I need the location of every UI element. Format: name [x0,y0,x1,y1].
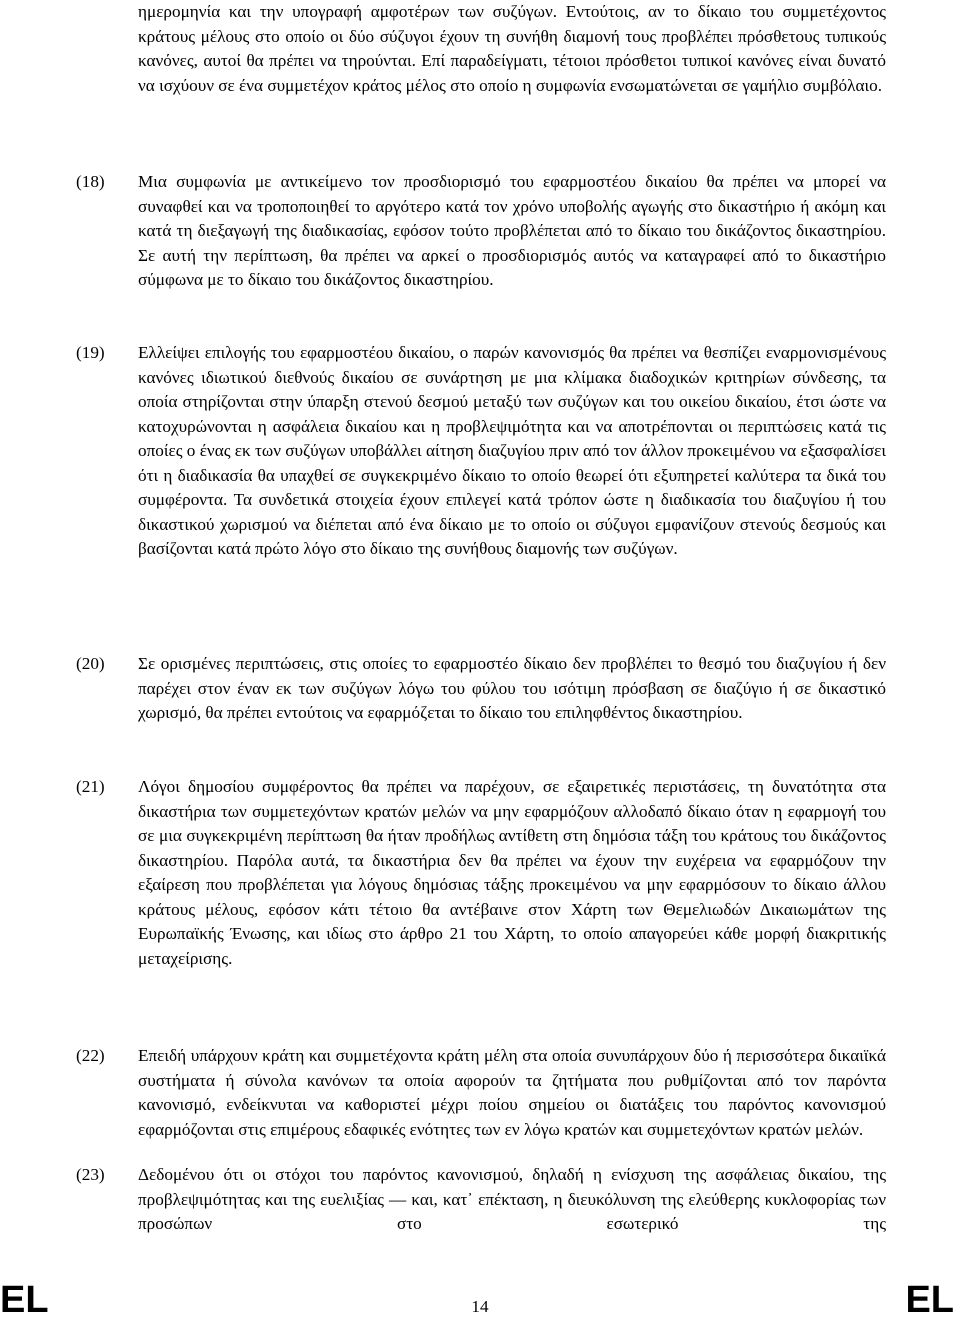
recital-text: Μια συμφωνία με αντικείμενο τον προσδιορισμό του εφαρμοστέου δικαίου θα πρέπει να μπορεί να συναφθεί και να τροποποιηθεί το αργότερο κατά τον χρόνο υποβολής αγωγής στο δικαστήριο ή ακόμη και κατά τη διεξαγωγή της διαδικασίας, εφόσον τούτο προβλέπεται από το δίκαιο του δικάζοντος δικαστηρίου. Σε αυτή την περίπτωση, θα πρέπει να αρκεί ο προσδιορισμός αυτός να καταγραφεί από το δικαστήριο σύμφωνα με το δίκαιο του δικάζοντος δικαστηρίου. [138,172,886,289]
recital-number: (23) [76,1165,105,1184]
recital-text: Λόγοι δημοσίου συμφέροντος θα πρέπει να παρέχουν, σε εξαιρετικές περιστάσεις, τη δυνατότητα στα δικαστήρια των συμμετεχόντων κρατών μελών να μην εφαρμόζουν αλλοδαπό δίκαιο όταν η εφαρμογή του σε μια συγκεκριμένη περίπτωση θα ήταν προδήλως αντίθετη στη δημόσια τάξη του κράτους του δικάζοντος δικαστηρίου. Παρόλα αυτά, τα δικαστήρια δεν θα πρέπει να έχουν την ευχέρεια να εφαρμόζουν την εξαίρεση που προβλέπεται για λόγους δημόσιας τάξης προκειμένου να μην εφαρμόσουν το δίκαιο άλλου κράτους μέλους, εφόσον κάτι τέτοιο θα αντέβαινε στον Χάρτη των Θεμελιωδών Δικαιωμάτων της Ευρωπαϊκής Ένωσης, και ιδίως στο άρθρο 21 του Χάρτη, το οποίο απαγορεύει κάθε μορφή διακριτικής μεταχείρισης. [138,777,886,968]
recital-22 [76,1044,886,1142]
recital-20 [76,652,886,726]
recital-23 [76,1163,886,1237]
recital-text: Δεδομένου ότι οι στόχοι του παρόντος κανονισμού, δηλαδή η ενίσχυση της ασφάλειας δικαίου, της προβλεψιμότητας και της ευελιξίας — και, κατ᾽ επέκταση, η διευκόλυνση της ελεύθερης κυκλοφορίας των προσώπων στο εσωτερικό της [138,1165,886,1233]
page-number: 14 [471,1297,489,1316]
language-code-right: EL [905,1279,954,1321]
recital-number: (22) [76,1046,105,1065]
recital-number: (21) [76,777,105,796]
recital-text: Επειδή υπάρχουν κράτη και συμμετέχοντα κράτη μέλη στα οποία συνυπάρχουν δύο ή περισσότερα δικαιϊκά συστήματα ή σύνολα κανόνων τα οποία αφορούν τα ζητήματα που ρυθμίζονται από τον παρόντα κανονισμό, ενδείκνυται να καθοριστεί μέχρι ποίου σημείου οι διατάξεις του παρόντος κανονισμού εφαρμόζονται στις επιμέρους εδαφικές ενότητες των εν λόγω κρατών και συμμετεχόντων κρατών μελών. [138,1046,886,1139]
recital-18 [76,170,886,293]
recital-number: (18) [76,172,105,191]
recital-text: Ελλείψει επιλογής του εφαρμοστέου δικαίου, ο παρών κανονισμός θα πρέπει να θεσπίζει εναρμονισμένους κανόνες ιδιωτικού διεθνούς δικαίου σε συνάρτηση με μια κλίμακα διαδοχικών κριτηρίων σύνδεσης, τα οποία στηρίζονται στην ύπαρξη στενού δεσμού μεταξύ των συζύγων και του οικείου δικαίου, έτσι ώστε να κατοχυρώνονται η ασφάλεια δικαίου και η προβλεψιμότητα και να αποτρέπονται οι περιπτώσεις κατά τις οποίες ο ένας εκ των συζύγων υποβάλλει αίτηση διαζυγίου πριν από τον άλλον προκειμένου να εξασφαλίσει ότι η διαδικασία θα υπαχθεί σε συγκεκριμένο δίκαιο το οποίο θεωρεί ότι εξυπηρετεί καλύτερα τα δικά του συμφέροντα. Τα συνδετικά στοιχεία έχουν επιλεγεί κατά τρόπον ώστε η διαδικασία του διαζυγίου ή του δικαστικού χωρισμού να διέπεται από ένα δίκαιο με το οποίο οι σύζυγοι εμφανίζουν στενούς δεσμούς και βασίζονται κατά πρώτο λόγο στο δίκαιο της συνήθους διαμονής των συζύγων. [138,343,886,558]
recital-number: (20) [76,654,105,673]
language-code-left: EL [0,1279,49,1321]
recital-text: Σε ορισμένες περιπτώσεις, στις οποίες το εφαρμοστέο δίκαιο δεν προβλέπει το θεσμό του διαζυγίου ή δεν παρέχει στον έναν εκ των συζύγων λόγω του φύλου του ισότιμη πρόσβαση σε διαζύγιο ή σε δικαστικό χωρισμό, θα πρέπει εντούτοις να εφαρμόζεται το δίκαιο του επιληφθέντος δικαστηρίου. [138,654,886,722]
recital-21 [76,775,886,971]
recital-number: (19) [76,343,105,362]
intro-paragraph-continuation: ημερομηνία και την υπογραφή αμφοτέρων των συζύγων. Εντούτοις, αν το δίκαιο του συμμετέχοντος κράτους μέλους στο οποίο οι δύο σύζυγοι έχουν τη συνήθη διαμονή τους προβλέπει πρόσθετους τυπικούς κανόνες, αυτοί θα πρέπει να τηρούνται. Επί παραδείγματι, τέτοιοι πρόσθετοι τυπικοί κανόνες είναι δυνατό να ισχύουν σε ένα συμμετέχον κράτος μέλος στο οποίο η συμφωνία ενσωματώνεται σε γαμήλιο συμβόλαιο. [138,2,886,95]
recital-19 [76,341,886,562]
